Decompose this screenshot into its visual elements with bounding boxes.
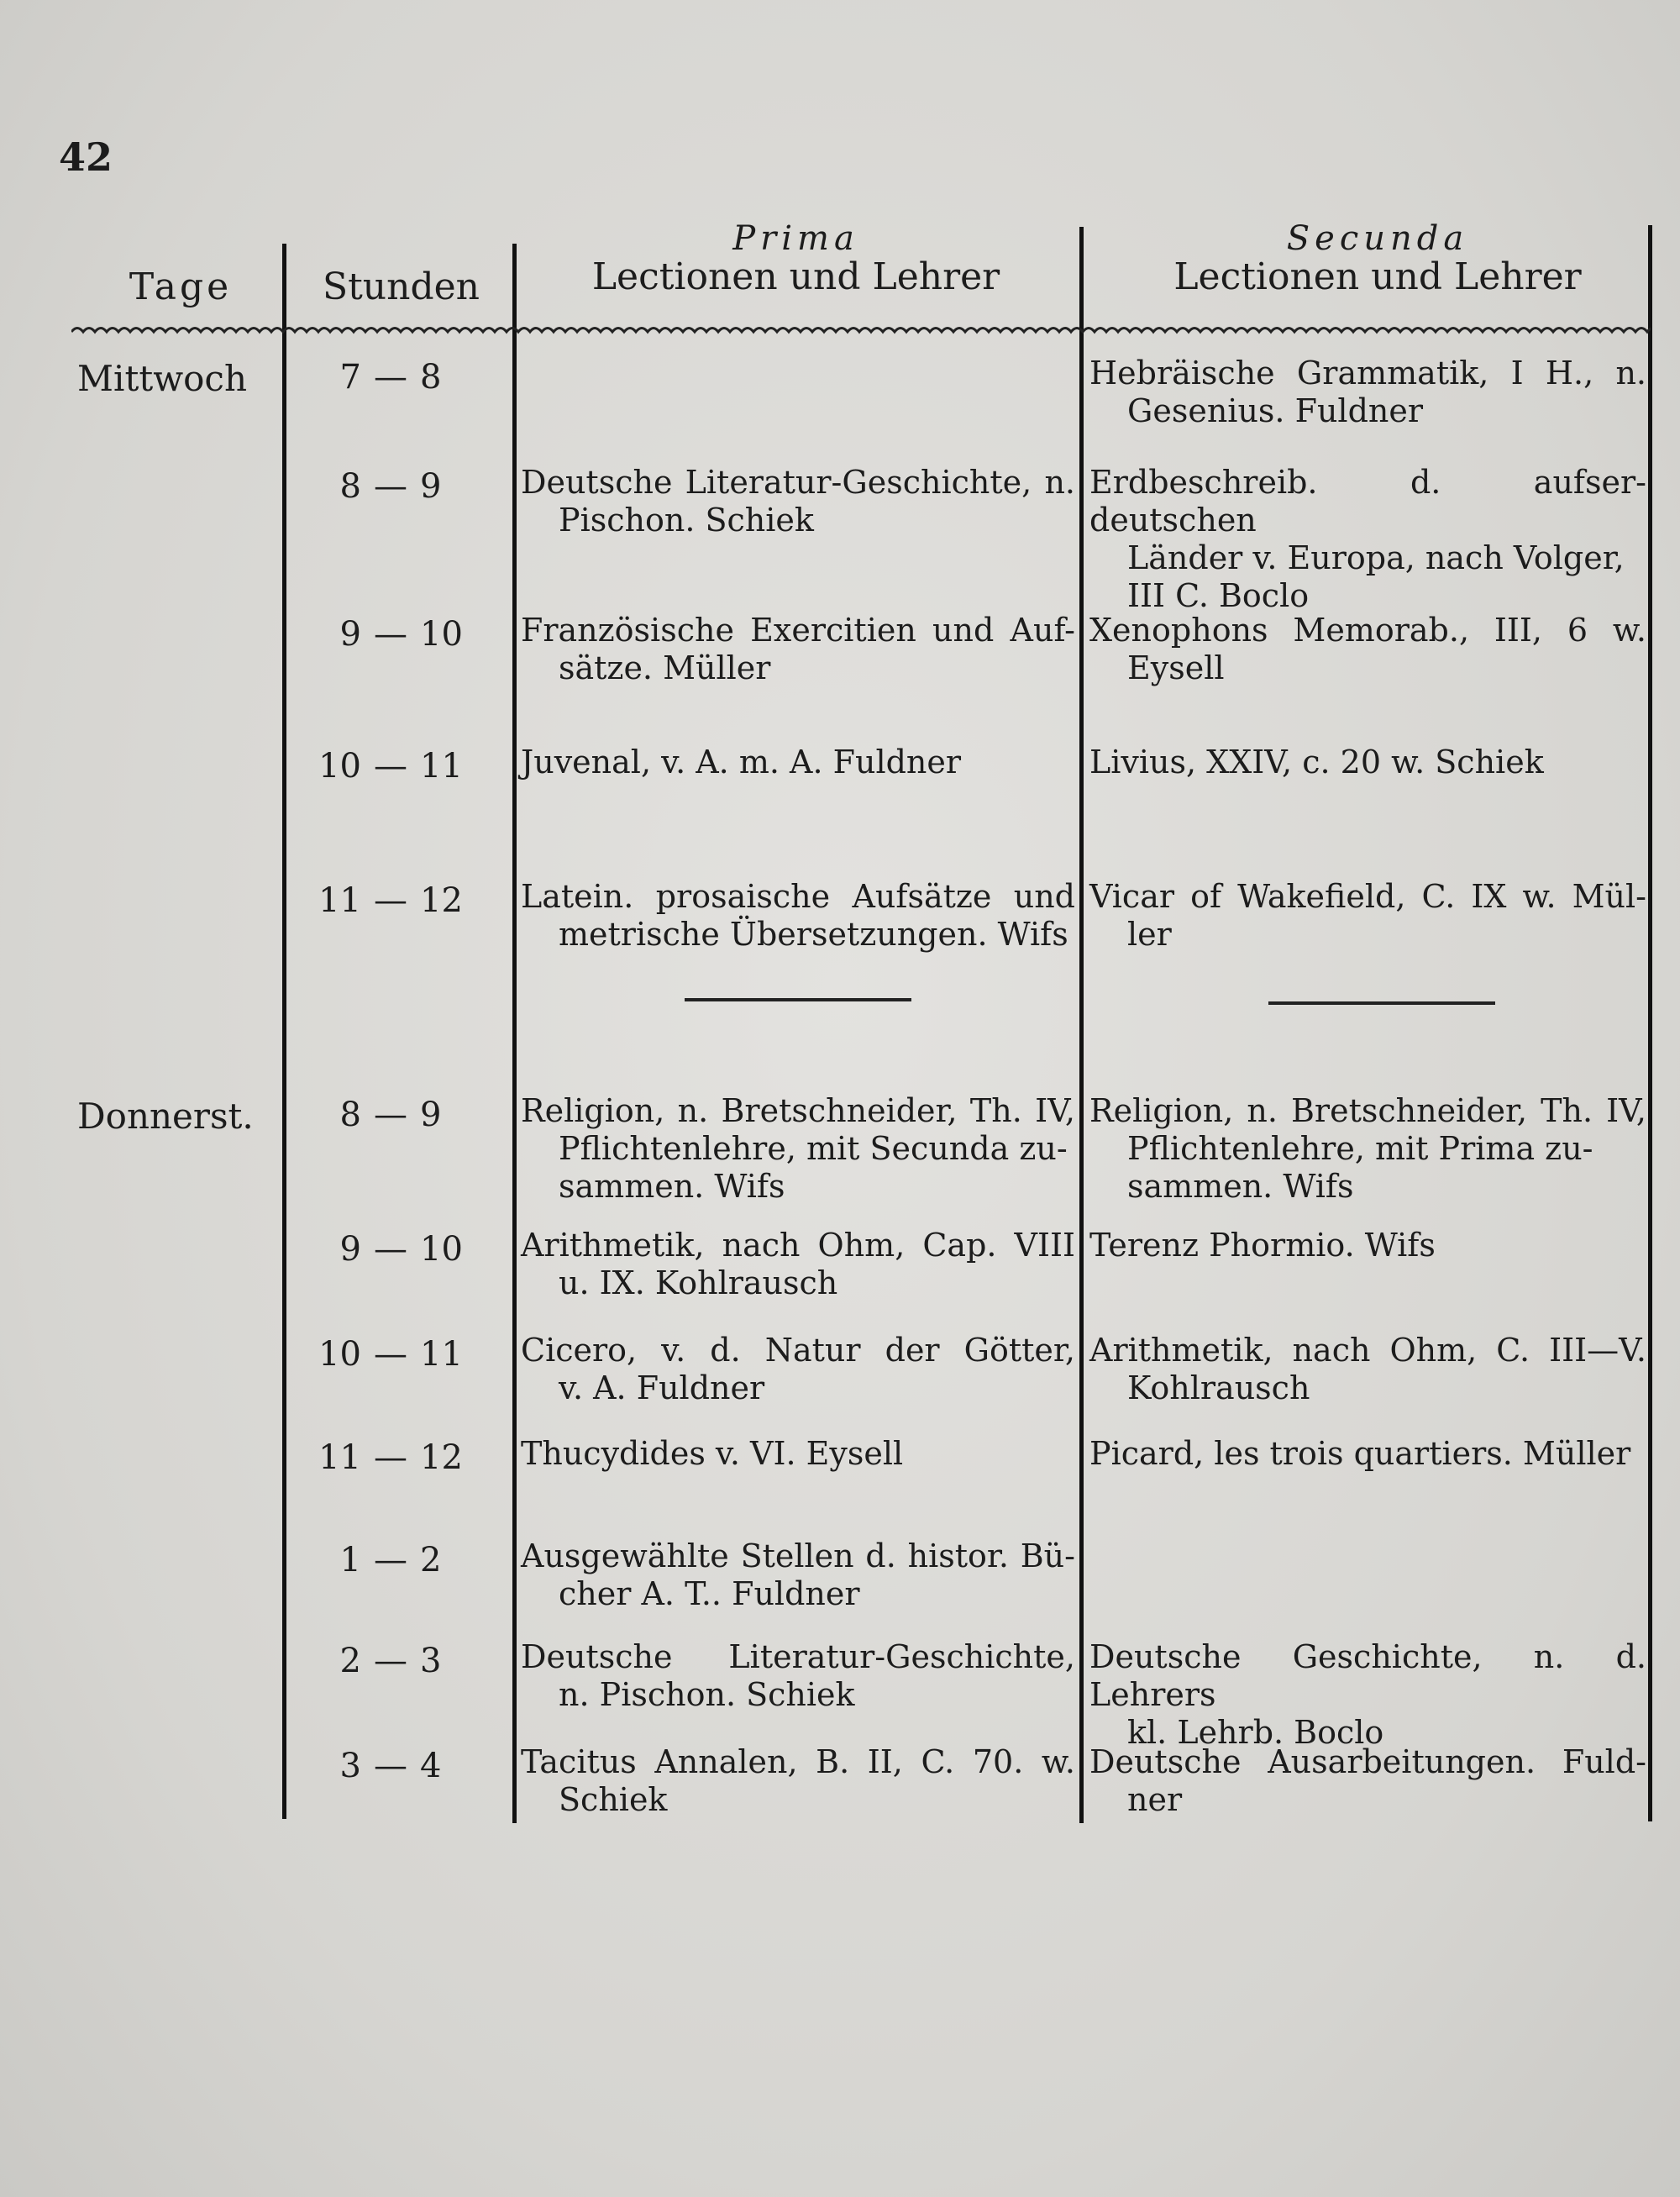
prima-lesson-line: v. A. Fuldner (559, 1369, 765, 1406)
page-number: 42 (59, 134, 113, 180)
prima-lesson-line: Ausgewählte Stellen d. histor. Bü- (521, 1537, 1075, 1574)
column-rule (1079, 227, 1084, 1823)
hour-range (315, 615, 483, 654)
hour-from: 1 (339, 1541, 361, 1579)
prima-lesson (521, 1332, 1075, 1407)
secunda-lesson-line: Hebräische Grammatik, I H., n. (1089, 355, 1646, 392)
prima-lesson-line: Deutsche Literatur-Geschichte, n. (521, 464, 1075, 501)
hour-from: 8 (339, 467, 361, 506)
prima-lesson (521, 1638, 1075, 1714)
hour-range (315, 1096, 483, 1134)
hour-range (315, 1335, 483, 1374)
secunda-lesson (1089, 1638, 1646, 1752)
hour-range (315, 1642, 483, 1680)
secunda-lesson-line: sammen. Wifs (1127, 1168, 1354, 1205)
hour-range (315, 881, 483, 920)
prima-lesson-line: cher A. T.. Fuldner (559, 1575, 860, 1612)
secunda-lesson-line: ner (1127, 1781, 1183, 1818)
hour-from: 11 (318, 881, 361, 920)
hour-dash: — (374, 1230, 407, 1269)
hour-from: 8 (339, 1096, 361, 1134)
hour-dash: — (374, 1541, 407, 1579)
secunda-lesson-line: Arithmetik, nach Ohm, C. III—V. (1089, 1332, 1646, 1369)
header-prima (517, 220, 1075, 297)
hour-dash: — (374, 467, 407, 506)
hour-to: 12 (420, 1438, 463, 1477)
section-rule (1268, 1001, 1495, 1005)
prima-lesson-line: Deutsche Literatur-Geschichte, (521, 1638, 1075, 1675)
prima-lesson-line: sammen. Wifs (559, 1168, 785, 1205)
hour-from: 10 (318, 1335, 361, 1374)
header-tage: Tage (129, 265, 233, 308)
prima-lesson (521, 464, 1075, 539)
hour-to: 4 (420, 1747, 442, 1785)
header-wavy-rule (71, 323, 1651, 340)
secunda-lesson (1089, 1332, 1646, 1407)
prima-lesson (521, 1743, 1075, 1819)
hour-dash: — (374, 1642, 407, 1680)
header-secunda (1084, 220, 1672, 297)
hour-dash: — (374, 1096, 407, 1134)
hour-to: 10 (420, 615, 463, 654)
secunda-lesson (1089, 744, 1646, 781)
secunda-lesson-line: Kohlrausch (1127, 1369, 1310, 1406)
prima-lesson-line: Französische Exercitien und Auf- (521, 612, 1075, 649)
hour-from: 9 (339, 1230, 361, 1269)
hour-dash: — (374, 1335, 407, 1374)
header-secunda-label: Lectionen und Lehrer (1173, 255, 1582, 298)
hour-from: 2 (339, 1642, 361, 1680)
hour-range (315, 358, 483, 397)
secunda-lesson-line: Xenophons Memorab., III, 6 w. (1089, 612, 1646, 649)
secunda-lesson (1089, 1743, 1646, 1819)
secunda-lesson (1089, 612, 1646, 687)
prima-lesson-line: sätze. Müller (559, 649, 771, 686)
secunda-lesson-line: III C. Boclo (1127, 577, 1310, 614)
hour-dash: — (374, 1438, 407, 1477)
prima-lesson (521, 1435, 1075, 1473)
hour-dash: — (374, 358, 407, 397)
prima-lesson (521, 1092, 1075, 1206)
day-label: Mittwoch (77, 358, 248, 399)
secunda-lesson-line: kl. Lehrb. Boclo (1127, 1714, 1384, 1751)
secunda-lesson-line: Eysell (1127, 649, 1225, 686)
hour-from: 9 (339, 615, 361, 654)
hour-from: 3 (339, 1747, 361, 1785)
secunda-lesson-line: Terenz Phormio. Wifs (1089, 1227, 1436, 1264)
secunda-lesson (1089, 878, 1646, 954)
prima-lesson-line: metrische Übersetzungen. Wifs (559, 916, 1068, 953)
prima-lesson-line: Latein. prosaische Aufsätze und (521, 878, 1075, 915)
header-secunda-title: Secunda (1286, 219, 1469, 258)
prima-lesson (521, 878, 1075, 954)
prima-lesson-line: Schiek (559, 1781, 668, 1818)
prima-lesson (521, 1537, 1075, 1613)
column-rule (1648, 225, 1652, 1821)
secunda-lesson-line: Livius, XXIV, c. 20 w. Schiek (1089, 744, 1544, 781)
hour-dash: — (374, 881, 407, 920)
hour-range (315, 1541, 483, 1579)
prima-lesson-line: n. Pischon. Schiek (559, 1676, 855, 1713)
prima-lesson (521, 1227, 1075, 1302)
day-label: Donnerst. (77, 1096, 254, 1137)
secunda-lesson-line: Vicar of Wakefield, C. IX w. Mül- (1089, 878, 1646, 915)
hour-from: 11 (318, 1438, 361, 1477)
prima-lesson-line: Tacitus Annalen, B. II, C. 70. w. (521, 1743, 1075, 1780)
hour-to: 9 (420, 467, 442, 506)
hour-to: 11 (420, 1335, 463, 1374)
secunda-lesson-line: Deutsche Geschichte, n. d. Lehrers (1089, 1638, 1646, 1713)
prima-lesson-line: Juvenal, v. A. m. A. Fuldner (521, 744, 962, 781)
hour-dash: — (374, 747, 407, 786)
secunda-lesson-line: Erdbeschreib. d. aufser-deutschen (1089, 464, 1646, 539)
column-rule (512, 244, 517, 1823)
hour-range (315, 747, 483, 786)
secunda-lesson (1089, 1435, 1646, 1473)
prima-lesson-line: Arithmetik, nach Ohm, Cap. VIII (521, 1227, 1075, 1264)
secunda-lesson-line: Gesenius. Fuldner (1127, 392, 1424, 429)
hour-to: 2 (420, 1541, 442, 1579)
header-stunden: Stunden (322, 265, 480, 308)
hour-to: 9 (420, 1096, 442, 1134)
hour-from: 10 (318, 747, 361, 786)
hour-range (315, 467, 483, 506)
secunda-lesson (1089, 1092, 1646, 1206)
hour-to: 8 (420, 358, 442, 397)
secunda-lesson-line: Religion, n. Bretschneider, Th. IV, (1089, 1092, 1646, 1129)
hour-range (315, 1747, 483, 1785)
header-prima-title: Prima (732, 219, 859, 258)
secunda-lesson (1089, 1227, 1646, 1264)
hour-from: 7 (339, 358, 361, 397)
prima-lesson-line: Cicero, v. d. Natur der Götter, (521, 1332, 1075, 1369)
prima-lesson-line: u. IX. Kohlrausch (559, 1264, 838, 1301)
secunda-lesson (1089, 464, 1646, 615)
hour-to: 11 (420, 747, 463, 786)
prima-lesson-line: Pischon. Schiek (559, 502, 814, 539)
column-rule (282, 244, 286, 1819)
hour-dash: — (374, 615, 407, 654)
prima-lesson-line: Thucydides v. VI. Eysell (521, 1435, 904, 1472)
prima-lesson-line: Religion, n. Bretschneider, Th. IV, (521, 1092, 1075, 1129)
secunda-lesson-line: Pflichtenlehre, mit Prima zu- (1127, 1130, 1593, 1167)
hour-range (315, 1438, 483, 1477)
hour-dash: — (374, 1747, 407, 1785)
prima-lesson (521, 612, 1075, 687)
secunda-lesson-line: Länder v. Europa, nach Volger, (1127, 539, 1625, 576)
prima-lesson (521, 744, 1075, 781)
prima-lesson-line: Pflichtenlehre, mit Secunda zu- (559, 1130, 1068, 1167)
hour-range (315, 1230, 483, 1269)
hour-to: 10 (420, 1230, 463, 1269)
section-rule (685, 998, 911, 1001)
secunda-lesson-line: Deutsche Ausarbeitungen. Fuld- (1089, 1743, 1646, 1780)
hour-to: 12 (420, 881, 463, 920)
secunda-lesson (1089, 355, 1646, 430)
secunda-lesson-line: Picard, les trois quartiers. Müller (1089, 1435, 1631, 1472)
hour-to: 3 (420, 1642, 442, 1680)
header-prima-label: Lectionen und Lehrer (591, 255, 1000, 298)
secunda-lesson-line: ler (1127, 916, 1172, 953)
